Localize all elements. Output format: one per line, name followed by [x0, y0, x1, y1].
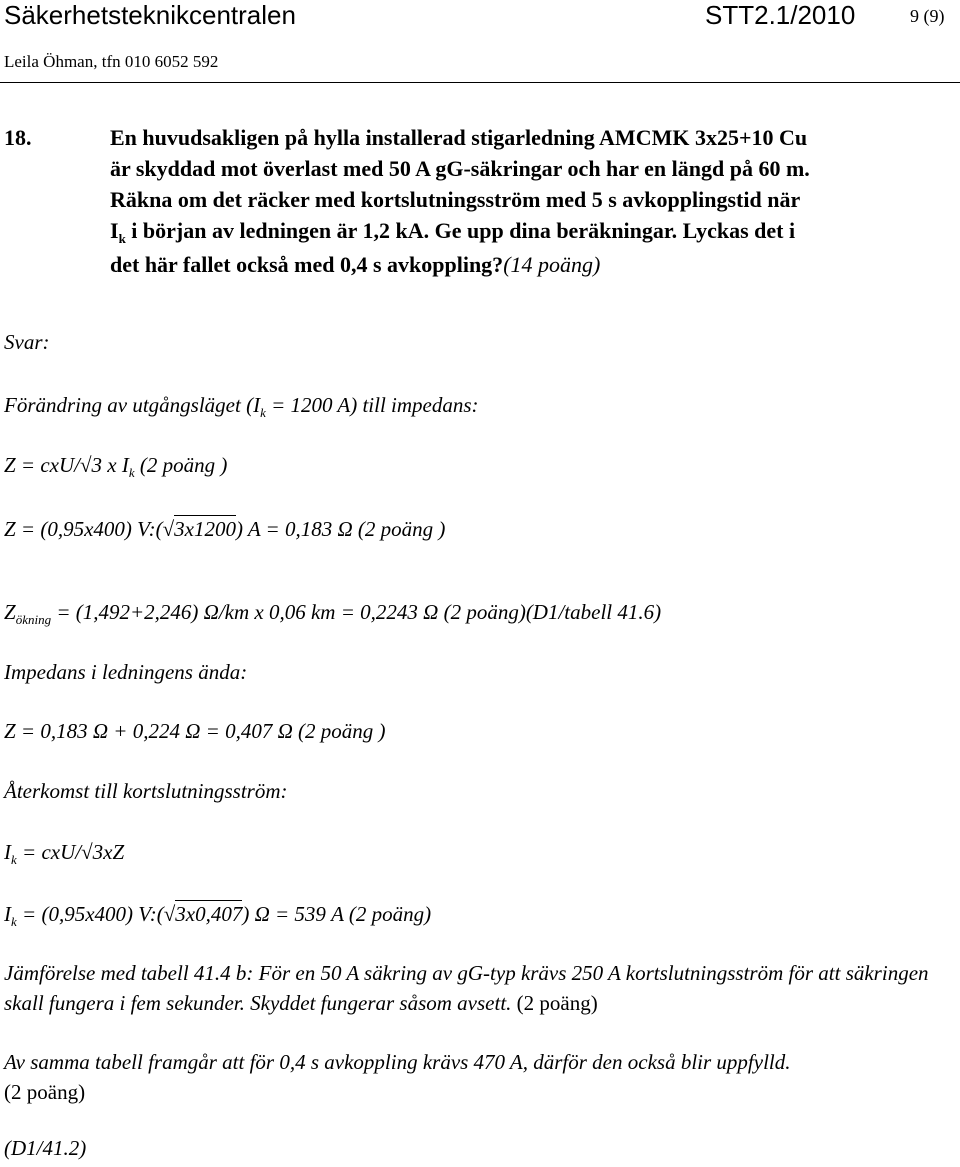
return-label: Återkomst till kortslutningsström:: [4, 779, 288, 803]
short-circuit-calculation: [4, 900, 431, 927]
question-line-4: [110, 215, 955, 249]
header-document-id: STT2.1/2010: [705, 0, 856, 30]
question-line-5-text: det här fallet också med 0,4 s avkoppling?: [110, 252, 504, 277]
comparison-2-text: Av samma tabell framgår att för 0,4 s avkoppling krävs 470 A, därför den också blir uppfylld.: [4, 1050, 791, 1074]
header-page-number: 9 (9): [910, 6, 945, 26]
header-divider: [0, 82, 960, 83]
subscript-k: k: [118, 231, 126, 246]
question-line-1: En huvudsakligen på hylla installerad stigarledning AMCMK 3x25+10 Cu: [110, 125, 808, 150]
symbol-i: I: [4, 840, 11, 864]
impedance-end-label: Impedans i ledningens ända:: [4, 660, 248, 684]
impedance-formula: [4, 453, 227, 478]
question-line-5: [110, 249, 955, 280]
question-text: [110, 122, 955, 280]
comparison-paragraph-2: [4, 1047, 954, 1107]
subscript-k: k: [11, 914, 17, 929]
formula-pre: Z = cxU/√3 x I: [4, 453, 129, 477]
header-organization: Säkerhetsteknikcentralen: [4, 0, 296, 30]
comparison-2-points: (2 poäng): [4, 1080, 86, 1104]
change-text-post: = 1200 A) till impedans:: [265, 393, 479, 417]
reference-note: (D1/41.2): [4, 1136, 87, 1160]
increase-calc: = (1,492+2,246) Ω/km x 0,06 km = 0,2243 Ω (2 poäng)(D1/tabell 41.6): [51, 600, 662, 624]
subscript-k: k: [260, 405, 266, 420]
subscript-k: k: [128, 465, 135, 480]
impedance-calculation: [4, 515, 445, 542]
question-number: 18.: [4, 125, 32, 150]
total-impedance: Z = 0,183 Ω + 0,224 Ω = 0,407 Ω (2 poäng ): [4, 719, 386, 743]
subscript-okning: ökning: [15, 612, 52, 627]
calc-post: ) Ω = 539 A (2 poäng): [242, 902, 432, 926]
calc-mid: = (0,95x400) V:(√: [16, 902, 176, 926]
change-text-pre: Förändring av utgångsläget (I: [4, 393, 261, 417]
short-circuit-formula: [4, 840, 124, 865]
symbol-z: Z: [4, 600, 16, 624]
symbol-i: I: [4, 902, 11, 926]
question-line-3: Räkna om det räcker med kortslutningsström med 5 s avkopplingstid när: [110, 187, 801, 212]
comparison-1-text: Jämförelse med tabell 41.4 b: För en 50 A säkring av gG-typ krävs 250 A kortslutningsström för att säkringen skall fungera i fem sekunder. Skyddet fungerar såsom avsett.: [4, 961, 929, 1015]
calc-pre: Z = (0,95x400) V:(√: [4, 517, 175, 541]
header-author: Leila Öhman, tfn 010 6052 592: [4, 52, 219, 71]
question-line-4-text: i början av ledningen är 1,2 kA. Ge upp dina beräkningar. Lyckas det i: [125, 218, 796, 243]
answer-label: Svar:: [4, 330, 50, 354]
comparison-1-points: (2 poäng): [516, 991, 598, 1015]
formula-points: (2 poäng ): [134, 453, 228, 477]
impedance-increase-line: [4, 600, 661, 625]
answer-change-line: [4, 393, 479, 418]
question-line-2: är skyddad mot överlast med 50 A gG-säkringar och har en längd på 60 m.: [110, 156, 810, 181]
comparison-paragraph-1: [4, 958, 954, 1018]
symbol-i: I: [110, 218, 119, 243]
question-points: (14 poäng): [503, 252, 601, 277]
formula-post: = cxU/√3xZ: [16, 840, 125, 864]
square-root-radicand: 3x0,407: [175, 902, 243, 926]
calc-post: ) A = 0,183 Ω (2 poäng ): [235, 517, 446, 541]
subscript-k: k: [11, 852, 17, 867]
square-root-radicand: 3x1200: [174, 517, 236, 541]
